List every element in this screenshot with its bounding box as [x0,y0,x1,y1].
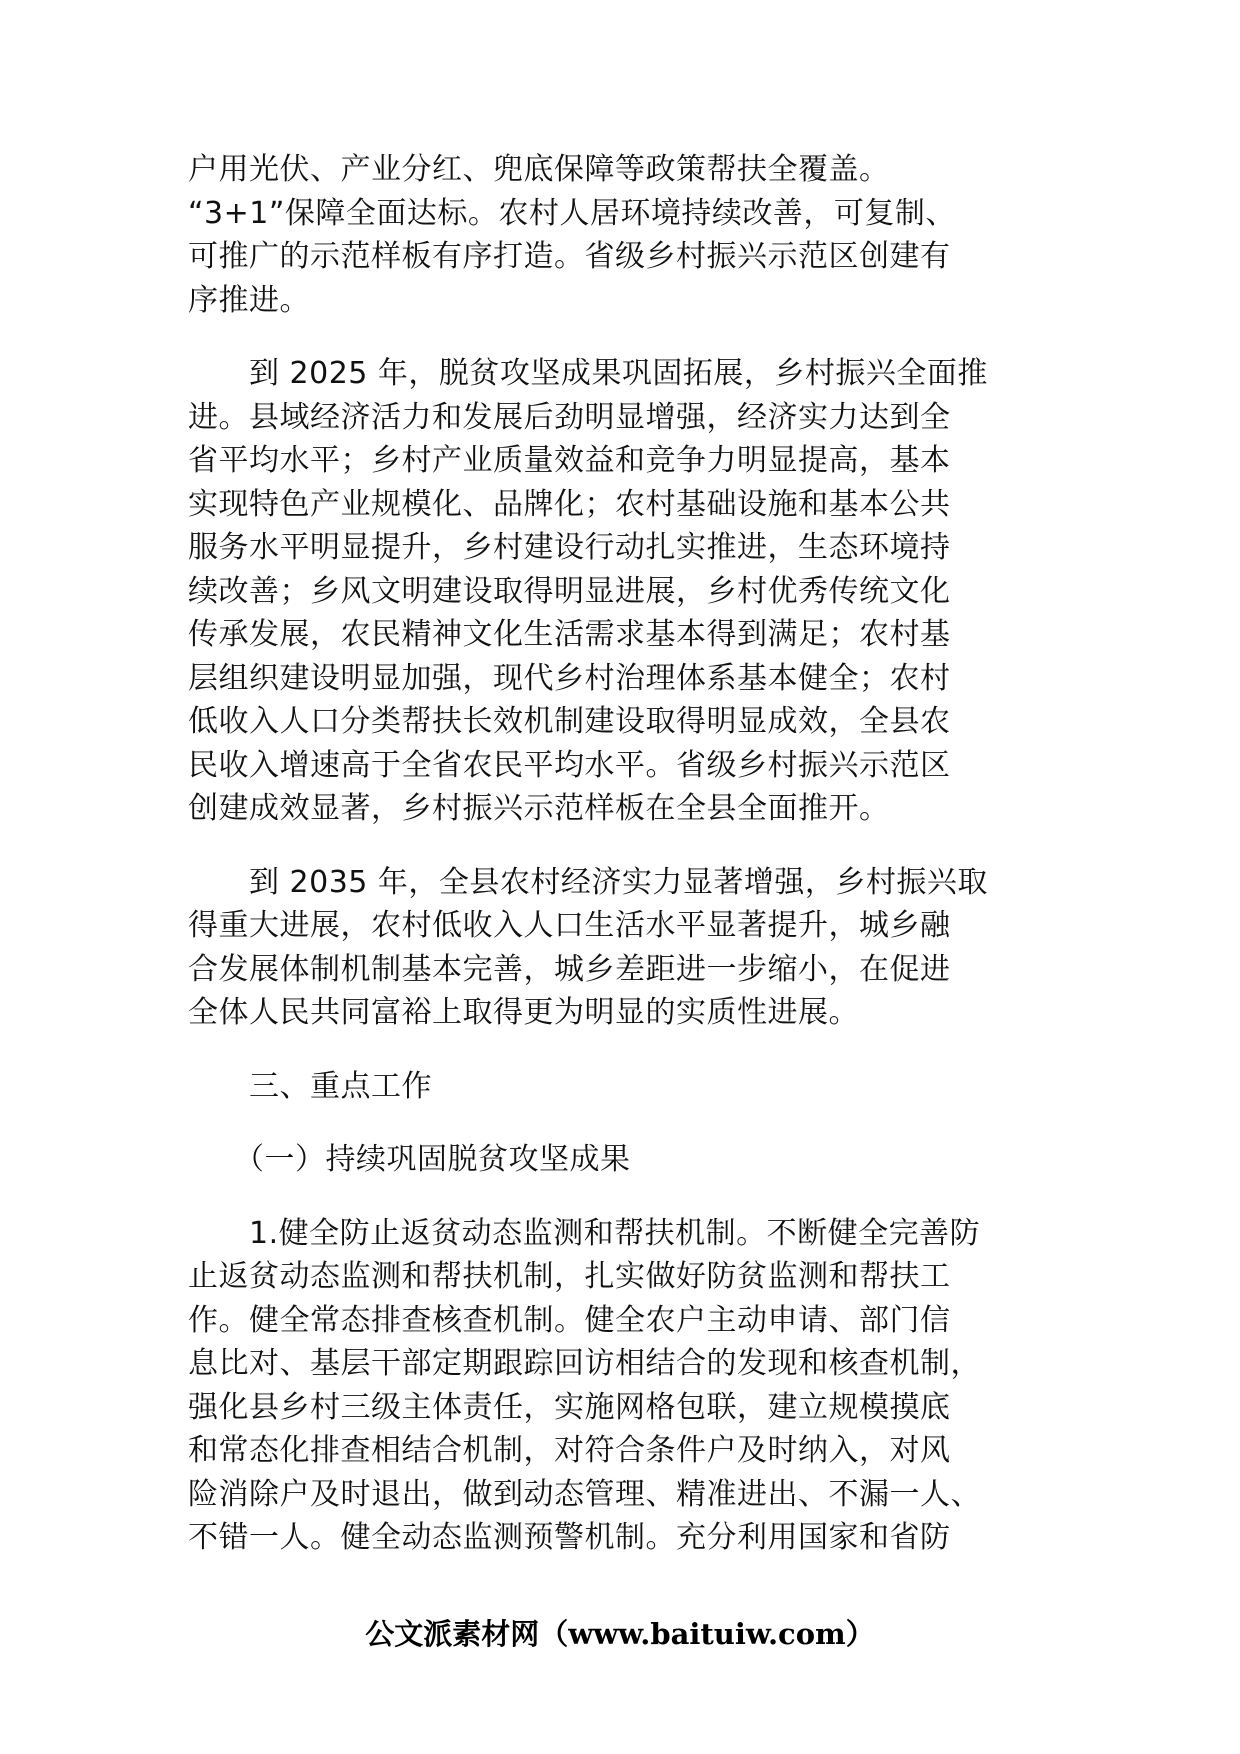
text-line: 和常态化排查相结合机制，对符合条件户及时纳入，对风 [188,1433,951,1468]
text-line: 到 2025 年，脱贫攻坚成果巩固拓展，乡村振兴全面推 [188,356,988,391]
text-line: 不错一人。健全动态监测预警机制。充分利用国家和省防 [188,1520,951,1555]
text-line: 创建成效显著，乡村振兴示范样板在全县全面推开。 [188,791,890,826]
paragraph-gap [188,1035,1058,1065]
text-line: 到 2035 年，全县农村经济实力显著增强，乡村振兴取 [188,864,988,900]
text-line: 合发展体制机制基本完善，城乡差距进一步缩小，在促进 [188,951,951,987]
text-line: 1.健全防止返贫动态监测和帮扶机制。不断健全完善防 [188,1215,981,1251]
text-line: “3+1”保障全面达标。农村人居环境持续改善，可复制、 [188,195,956,231]
paragraph-gap [188,1182,1058,1212]
text-line: 险消除户及时退出，做到动态管理、精准进出、不漏一人、 [188,1476,981,1512]
text-line: （一）持续巩固脱贫攻坚成果 [188,1142,631,1177]
text-line: 服务水平明显提升，乡村建设行动扎实推进，生态环境持 [188,530,951,565]
paragraph-2035-goals [188,861,1058,1035]
text-line: 序推进。 [188,282,310,318]
text-line: 民收入增速高于全省农民平均水平。省级乡村振兴示范区 [188,747,951,783]
document-body [188,148,1058,1560]
text-line: 可推广的示范样板有序打造。省级乡村振兴示范区创建有 [188,239,951,274]
text-line: 全体人民共同富裕上取得更为明显的实质性进展。 [188,995,859,1030]
paragraph-gap [188,322,1058,352]
subsection-heading-consolidate [188,1138,1058,1182]
text-line: 户用光伏、产业分红、兜底保障等政策帮扶全覆盖。 [188,152,890,187]
paragraph-2025-goals [188,352,1058,831]
paragraph-gap [188,831,1058,861]
text-line: 息比对、基层干部定期跟踪回访相结合的发现和核查机制， [188,1346,981,1381]
text-line: 进。县域经济活力和发展后劲明显增强，经济实力达到全 [188,399,951,435]
text-line: 止返贫动态监测和帮扶机制，扎实做好防贫监测和帮扶工 [188,1259,951,1294]
footer-watermark: 公文派素材网（www.baituiw.com） [365,1617,875,1651]
paragraph-monitoring-mechanism [188,1212,1058,1560]
paragraph-gap [188,1108,1058,1138]
text-line: 省平均水平；乡村产业质量效益和竞争力明显提高，基本 [188,443,951,478]
text-line: 作。健全常态排查核查机制。健全农户主动申请、部门信 [188,1302,951,1338]
text-line: 层组织建设明显加强，现代乡村治理体系基本健全；农村 [188,660,951,696]
text-line: 强化县乡村三级主体责任，实施网格包联，建立规模摸底 [188,1389,951,1425]
section-heading-key-work [188,1065,1058,1109]
text-line: 续改善；乡风文明建设取得明显进展，乡村优秀传统文化 [188,573,951,609]
text-line: 得重大进展，农村低收入人口生活水平显著提升，城乡融 [188,908,951,943]
text-line: 三、重点工作 [188,1068,432,1104]
paragraph-continuation [188,148,1058,322]
text-line: 传承发展，农民精神文化生活需求基本得到满足；农村基 [188,617,951,652]
text-line: 实现特色产业规模化、品牌化；农村基础设施和基本公共 [188,486,951,522]
text-line: 低收入人口分类帮扶长效机制建设取得明显成效，全县农 [188,704,951,739]
